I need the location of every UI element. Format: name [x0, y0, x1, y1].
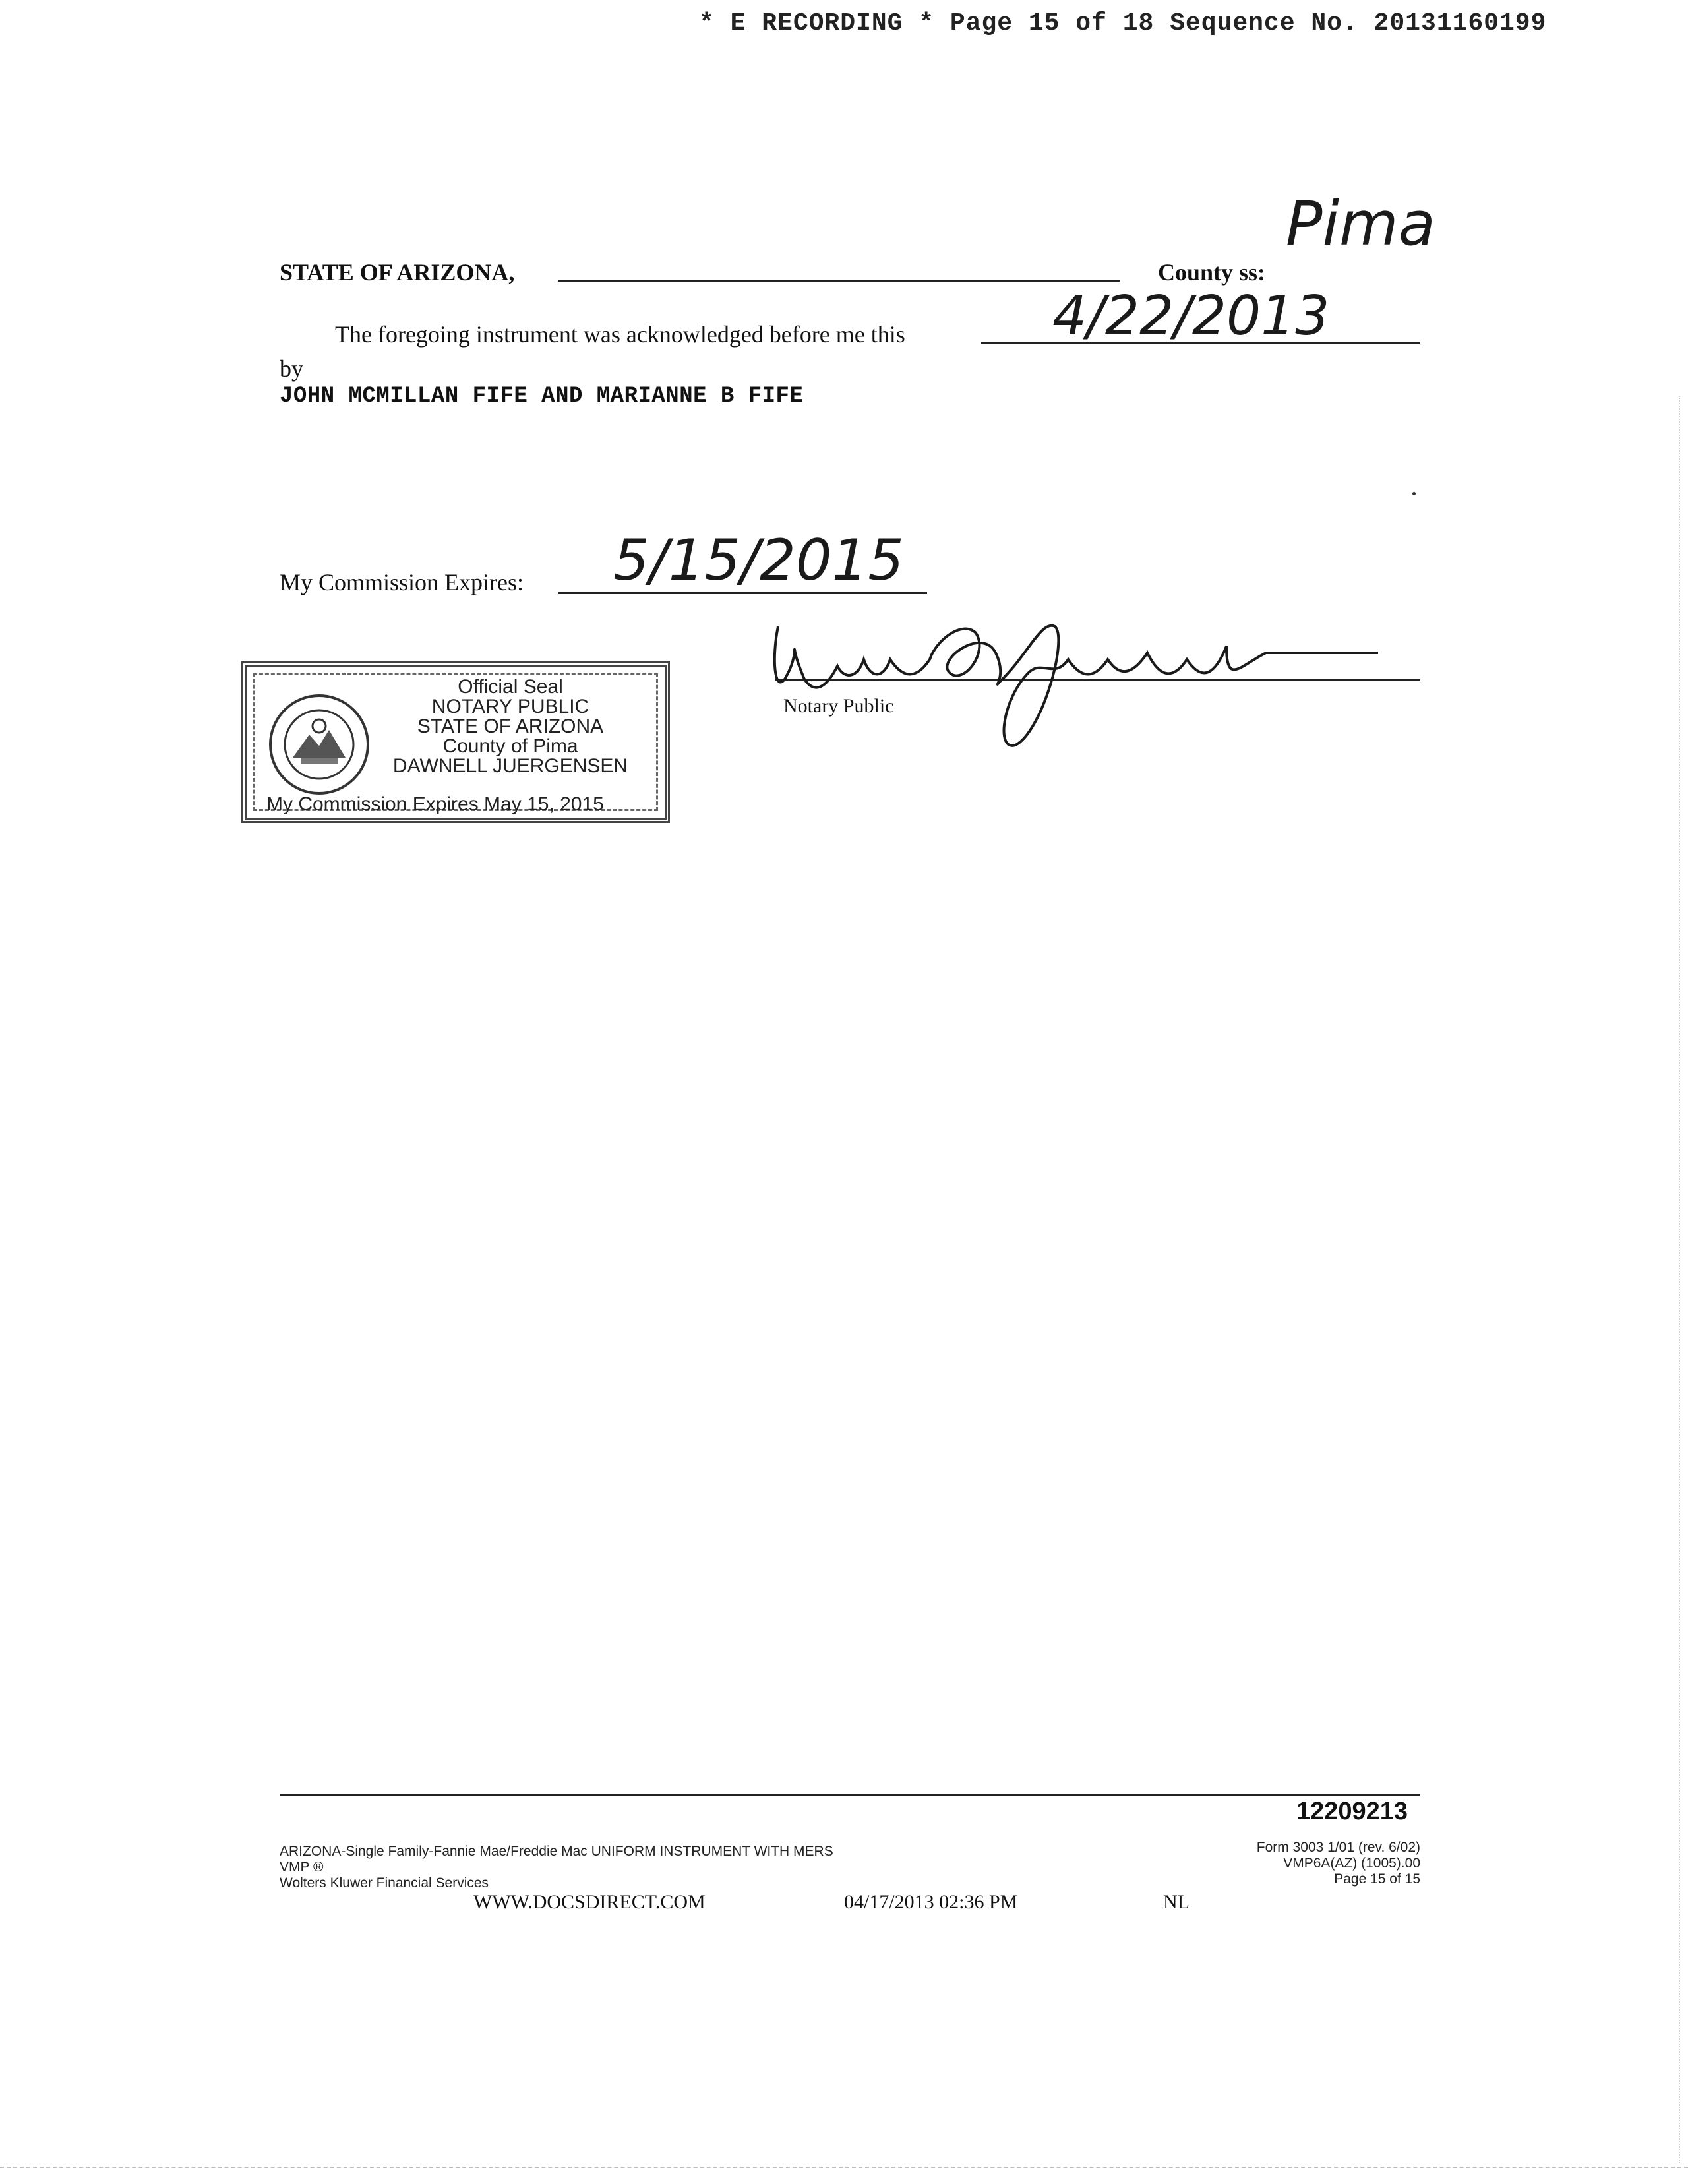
form-number: Form 3003 1/01 (rev. 6/02) — [1256, 1840, 1420, 1855]
recording-header: * E RECORDING * Page 15 of 18 Sequence No. 20131160199 — [699, 9, 1547, 38]
by-label: by — [280, 355, 303, 382]
page-of: Page 15 of 15 — [1334, 1871, 1420, 1887]
county-label: County ss: — [1158, 259, 1266, 286]
seal-official-seal: Official Seal — [458, 676, 563, 698]
docsdirect-url: WWW.DOCSDIRECT.COM — [473, 1891, 706, 1913]
form-code: VMP6A(AZ) (1005).00 — [1283, 1856, 1420, 1871]
acknowledgment-text: The foregoing instrument was acknowledged before me this — [335, 321, 905, 348]
state-label: STATE OF ARIZONA, — [280, 259, 515, 286]
commission-date-handwritten: 5/15/2015 — [613, 528, 904, 593]
signer-names: JOHN MCMILLAN FIFE AND MARIANNE B FIFE — [280, 384, 804, 409]
seal-notary-name: DAWNELL JUERGENSEN — [392, 755, 628, 777]
notary-seal-stamp — [241, 661, 670, 823]
scan-bottom-edge — [0, 2167, 1688, 2168]
publisher-name: Wolters Kluwer Financial Services — [280, 1875, 489, 1891]
county-handwritten: Pima — [1286, 189, 1436, 259]
stray-mark — [1412, 492, 1416, 495]
commission-expires-label: My Commission Expires: — [280, 569, 524, 595]
notary-public-label: Notary Public — [783, 695, 894, 717]
instrument-title: ARIZONA-Single Family-Fannie Mae/Freddie Mac UNIFORM INSTRUMENT WITH MERS — [280, 1844, 833, 1859]
footer-rule — [280, 1794, 1420, 1796]
arizona-state-seal-icon — [266, 692, 372, 797]
document-number: 12209213 — [1296, 1798, 1408, 1825]
seal-commission-expires: My Commission Expires May 15, 2015 — [266, 793, 604, 815]
ack-date-handwritten: 4/22/2013 — [1052, 285, 1330, 348]
seal-county: County of Pima — [442, 735, 578, 757]
seal-notary-public: NOTARY PUBLIC — [431, 696, 589, 717]
seal-text-block — [372, 677, 649, 776]
vmp-label: VMP ® — [280, 1860, 324, 1875]
state-blank-line — [558, 280, 1120, 282]
notary-signature — [765, 580, 1398, 752]
preparer-initials: NL — [1163, 1891, 1190, 1913]
print-datetime: 04/17/2013 02:36 PM — [844, 1891, 1018, 1913]
scan-right-edge — [1679, 396, 1680, 2163]
seal-state: STATE OF ARIZONA — [417, 715, 604, 737]
